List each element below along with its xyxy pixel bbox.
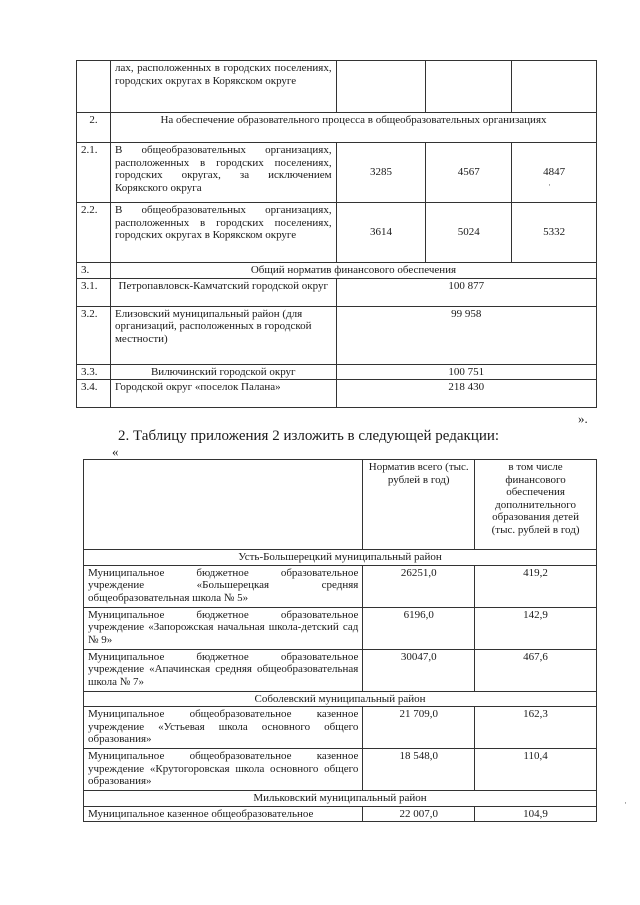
total-value: 18 548,0 [363,749,475,791]
district-row [84,691,597,707]
header-extra: в том числе финансового обеспечения дополнительного образования детей (тыс. рублей в год) [475,460,597,550]
row-number: 2.1. [77,143,111,203]
value-cell: 218 430 [336,380,596,408]
appendix-2-table [83,459,597,822]
value-cell [336,61,426,113]
opening-quote: « [112,444,119,459]
value-cell: 4567 [426,143,512,203]
extra-value: 419,2 [475,565,597,607]
row-name: Вилючинский городской округ [110,364,336,380]
row-number: 3. [77,263,111,279]
row-number: 2.2. [77,203,111,263]
table-row [77,143,597,203]
row-name: В общеобразовательных организациях, расположенных в городских поселениях, городских округах, за исключением Корякского округа [110,143,336,203]
value-cell: 3285 [336,143,426,203]
scan-speck: · [624,798,627,808]
value-cell [512,61,597,113]
section-heading: Общий норматив финансового обеспечения [110,263,596,279]
extra-value: 104,9 [475,806,597,822]
table-row [77,61,597,113]
extra-value: 142,9 [475,607,597,649]
extra-value: 467,6 [475,649,597,691]
value-cell: 5024 [426,203,512,263]
value-cell: 100 877 [336,278,596,306]
row-number [77,61,111,113]
row-name: Городской округ «поселок Палана» [110,380,336,408]
value-cell [426,61,512,113]
table-row [77,306,597,364]
row-number: 3.3. [77,364,111,380]
row-number: 2. [77,113,111,143]
row-name: В общеобразовательных организациях, расположенных в городских поселениях, городских округах в Корякском округе [110,203,336,263]
institution-name: Муниципальное общеобразовательное казенное учреждение «Устьевая школа основного общего образования» [84,707,363,749]
table-row [84,749,597,791]
row-number: 3.2. [77,306,111,364]
total-value: 21 709,0 [363,707,475,749]
table-row [77,364,597,380]
table-row [84,649,597,691]
institution-name: Муниципальное бюджетное образовательное учреждение «Запорожская начальная школа-детский сад № 9» [84,607,363,649]
section-heading-row [77,263,597,279]
institution-name: Муниципальное общеобразовательное казенное учреждение «Крутогоровская школа основного общего образования» [84,749,363,791]
district-row [84,791,597,807]
scan-speck: · [548,180,551,190]
institution-name: Муниципальное казенное общеобразовательное [84,806,363,822]
district-heading: Мильковский муниципальный район [84,791,597,807]
row-number: 3.1. [77,278,111,306]
norms-table-continued [76,60,597,408]
total-value: 6196,0 [363,607,475,649]
section-heading: На обеспечение образовательного процесса в общеобразовательных организациях [110,113,596,143]
row-name: лах, расположенных в городских поселениях, городских округах в Корякском округе [110,61,336,113]
district-heading: Соболевский муниципальный район [84,691,597,707]
value-cell: 4847 [512,143,597,203]
extra-value: 110,4 [475,749,597,791]
table-row [84,707,597,749]
institution-name: Муниципальное бюджетное образовательное учреждение «Большерецкая средняя общеобразовательная школа № 5» [84,565,363,607]
header-name-cell [84,460,363,550]
header-total: Норматив всего (тыс. рублей в год) [363,460,475,550]
section-heading-row [77,113,597,143]
header-row [84,460,597,550]
table-row [84,607,597,649]
table-row [77,203,597,263]
value-cell: 99 958 [336,306,596,364]
institution-name: Муниципальное бюджетное образовательное учреждение «Апачинская средняя общеобразовательная школа № 7» [84,649,363,691]
total-value: 22 007,0 [363,806,475,822]
row-name: Петропавловск-Камчатский городской округ [110,278,336,306]
table-row [77,278,597,306]
value-cell: 3614 [336,203,426,263]
row-name: Елизовский муниципальный район (для организаций, расположенных в городской местности) [110,306,336,364]
table-row [77,380,597,408]
closing-quote: ». [578,411,588,426]
row-number: 3.4. [77,380,111,408]
value-cell: 100 751 [336,364,596,380]
extra-value: 162,3 [475,707,597,749]
district-row [84,550,597,566]
value-cell: 5332 [512,203,597,263]
district-heading: Усть-Большерецкий муниципальный район [84,550,597,566]
table-row [84,565,597,607]
table-row [84,806,597,822]
total-value: 26251,0 [363,565,475,607]
paragraph-text: 2. Таблицу приложения 2 изложить в следующей редакции: [118,428,500,444]
total-value: 30047,0 [363,649,475,691]
